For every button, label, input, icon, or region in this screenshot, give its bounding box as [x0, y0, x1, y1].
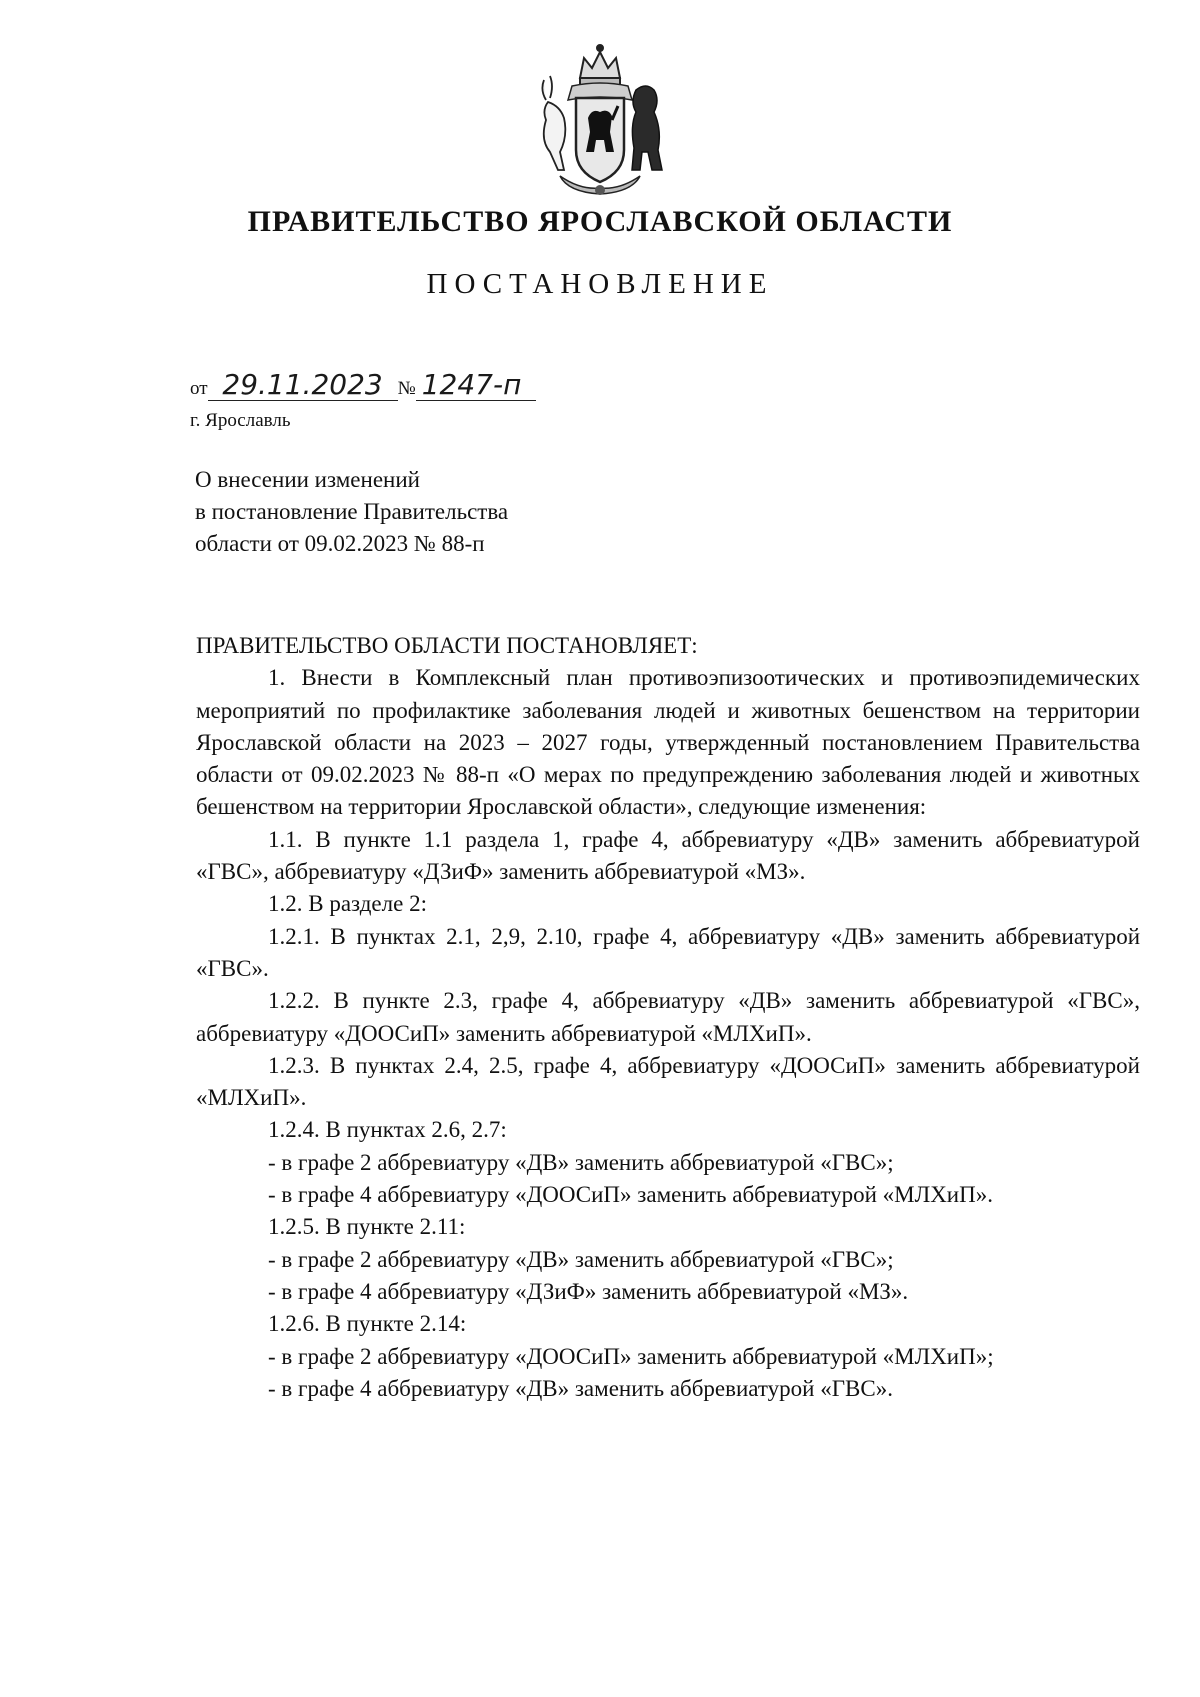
body-paragraph: - в графе 4 аббревиатуру «ДЗиФ» заменить аббревиатурой «МЗ». [268, 1278, 909, 1304]
body-paragraph: 1.2.3. В пунктах 2.4, 2.5, графе 4, аббревиатуру «ДООСиП» заменить аббревиатурой «МЛХиП». [196, 1052, 1140, 1111]
date-prefix: от [190, 378, 208, 399]
body-paragraph: 1.2.1. В пунктах 2.1, 2,9, 2.10, графе 4, аббревиатуру «ДВ» заменить аббревиатурой «ГВС». [196, 923, 1140, 981]
body-paragraph: 1.1. В пункте 1.1 раздела 1, графе 4, аббревиатуру «ДВ» заменить аббревиатурой «ГВС», аббревиатуру «ДЗиФ» заменить аббревиатурой «МЗ». [196, 826, 1140, 885]
body-paragraph: 1.2.5. В пункте 2.11: [268, 1214, 466, 1240]
subject-line: области от 09.02.2023 № 88-п [195, 531, 485, 556]
document-body [196, 630, 1140, 1405]
body-paragraph: 1.2. В разделе 2: [268, 891, 427, 917]
government-title: ПРАВИТЕЛЬСТВО ЯРОСЛАВСКОЙ ОБЛАСТИ [247, 205, 953, 238]
body-paragraph: - в графе 2 аббревиатуру «ДВ» заменить аббревиатурой «ГВС»; [268, 1246, 894, 1272]
subject-line: в постановление Правительства [195, 499, 509, 524]
document-meta [190, 370, 536, 401]
resolves-heading: ПРАВИТЕЛЬСТВО ОБЛАСТИ ПОСТАНОВЛЯЕТ: [196, 633, 698, 658]
body-paragraph: - в графе 2 аббревиатуру «ДООСиП» заменить аббревиатурой «МЛХиП»; [268, 1343, 994, 1369]
document-type: ПОСТАНОВЛЕНИЕ [426, 268, 774, 300]
document-city: г. Ярославль [190, 410, 291, 431]
body-paragraph: 1.2.2. В пункте 2.3, графе 4, аббревиатуру «ДВ» заменить аббревиатурой «ГВС», аббревиатуру «ДООСиП» заменить аббревиатурой «МЛХиП». [196, 988, 1140, 1046]
body-paragraph: 1.2.6. В пункте 2.14: [268, 1311, 467, 1337]
document-number: 1247-п [416, 370, 536, 401]
body-paragraph: - в графе 4 аббревиатуру «ДООСиП» заменить аббревиатурой «МЛХиП». [268, 1182, 993, 1208]
number-prefix: № [397, 378, 416, 399]
body-paragraph: - в графе 4 аббревиатуру «ДВ» заменить аббревиатурой «ГВС». [268, 1375, 893, 1401]
coat-of-arms-icon [520, 40, 680, 200]
document-subject [195, 464, 508, 560]
document-date: 29.11.2023 [208, 370, 398, 401]
body-paragraph: 1.2.4. В пунктах 2.6, 2.7: [268, 1117, 507, 1143]
body-paragraph: - в графе 2 аббревиатуру «ДВ» заменить аббревиатурой «ГВС»; [268, 1149, 894, 1175]
body-paragraph: 1. Внести в Комплексный план противоэпизоотических и противоэпидемических мероприятий по профилактике заболевания людей и животных бешенством на территории Ярославской области на 2023 – 2027 годы, утвержденный постановлением Правительства области от 09.02.2023 № 88-п «О мерах по предупреждению заболевания людей и животных бешенством на территории Ярославской области», следующие изменения: [196, 665, 1140, 820]
subject-line: О внесении изменений [195, 467, 420, 492]
